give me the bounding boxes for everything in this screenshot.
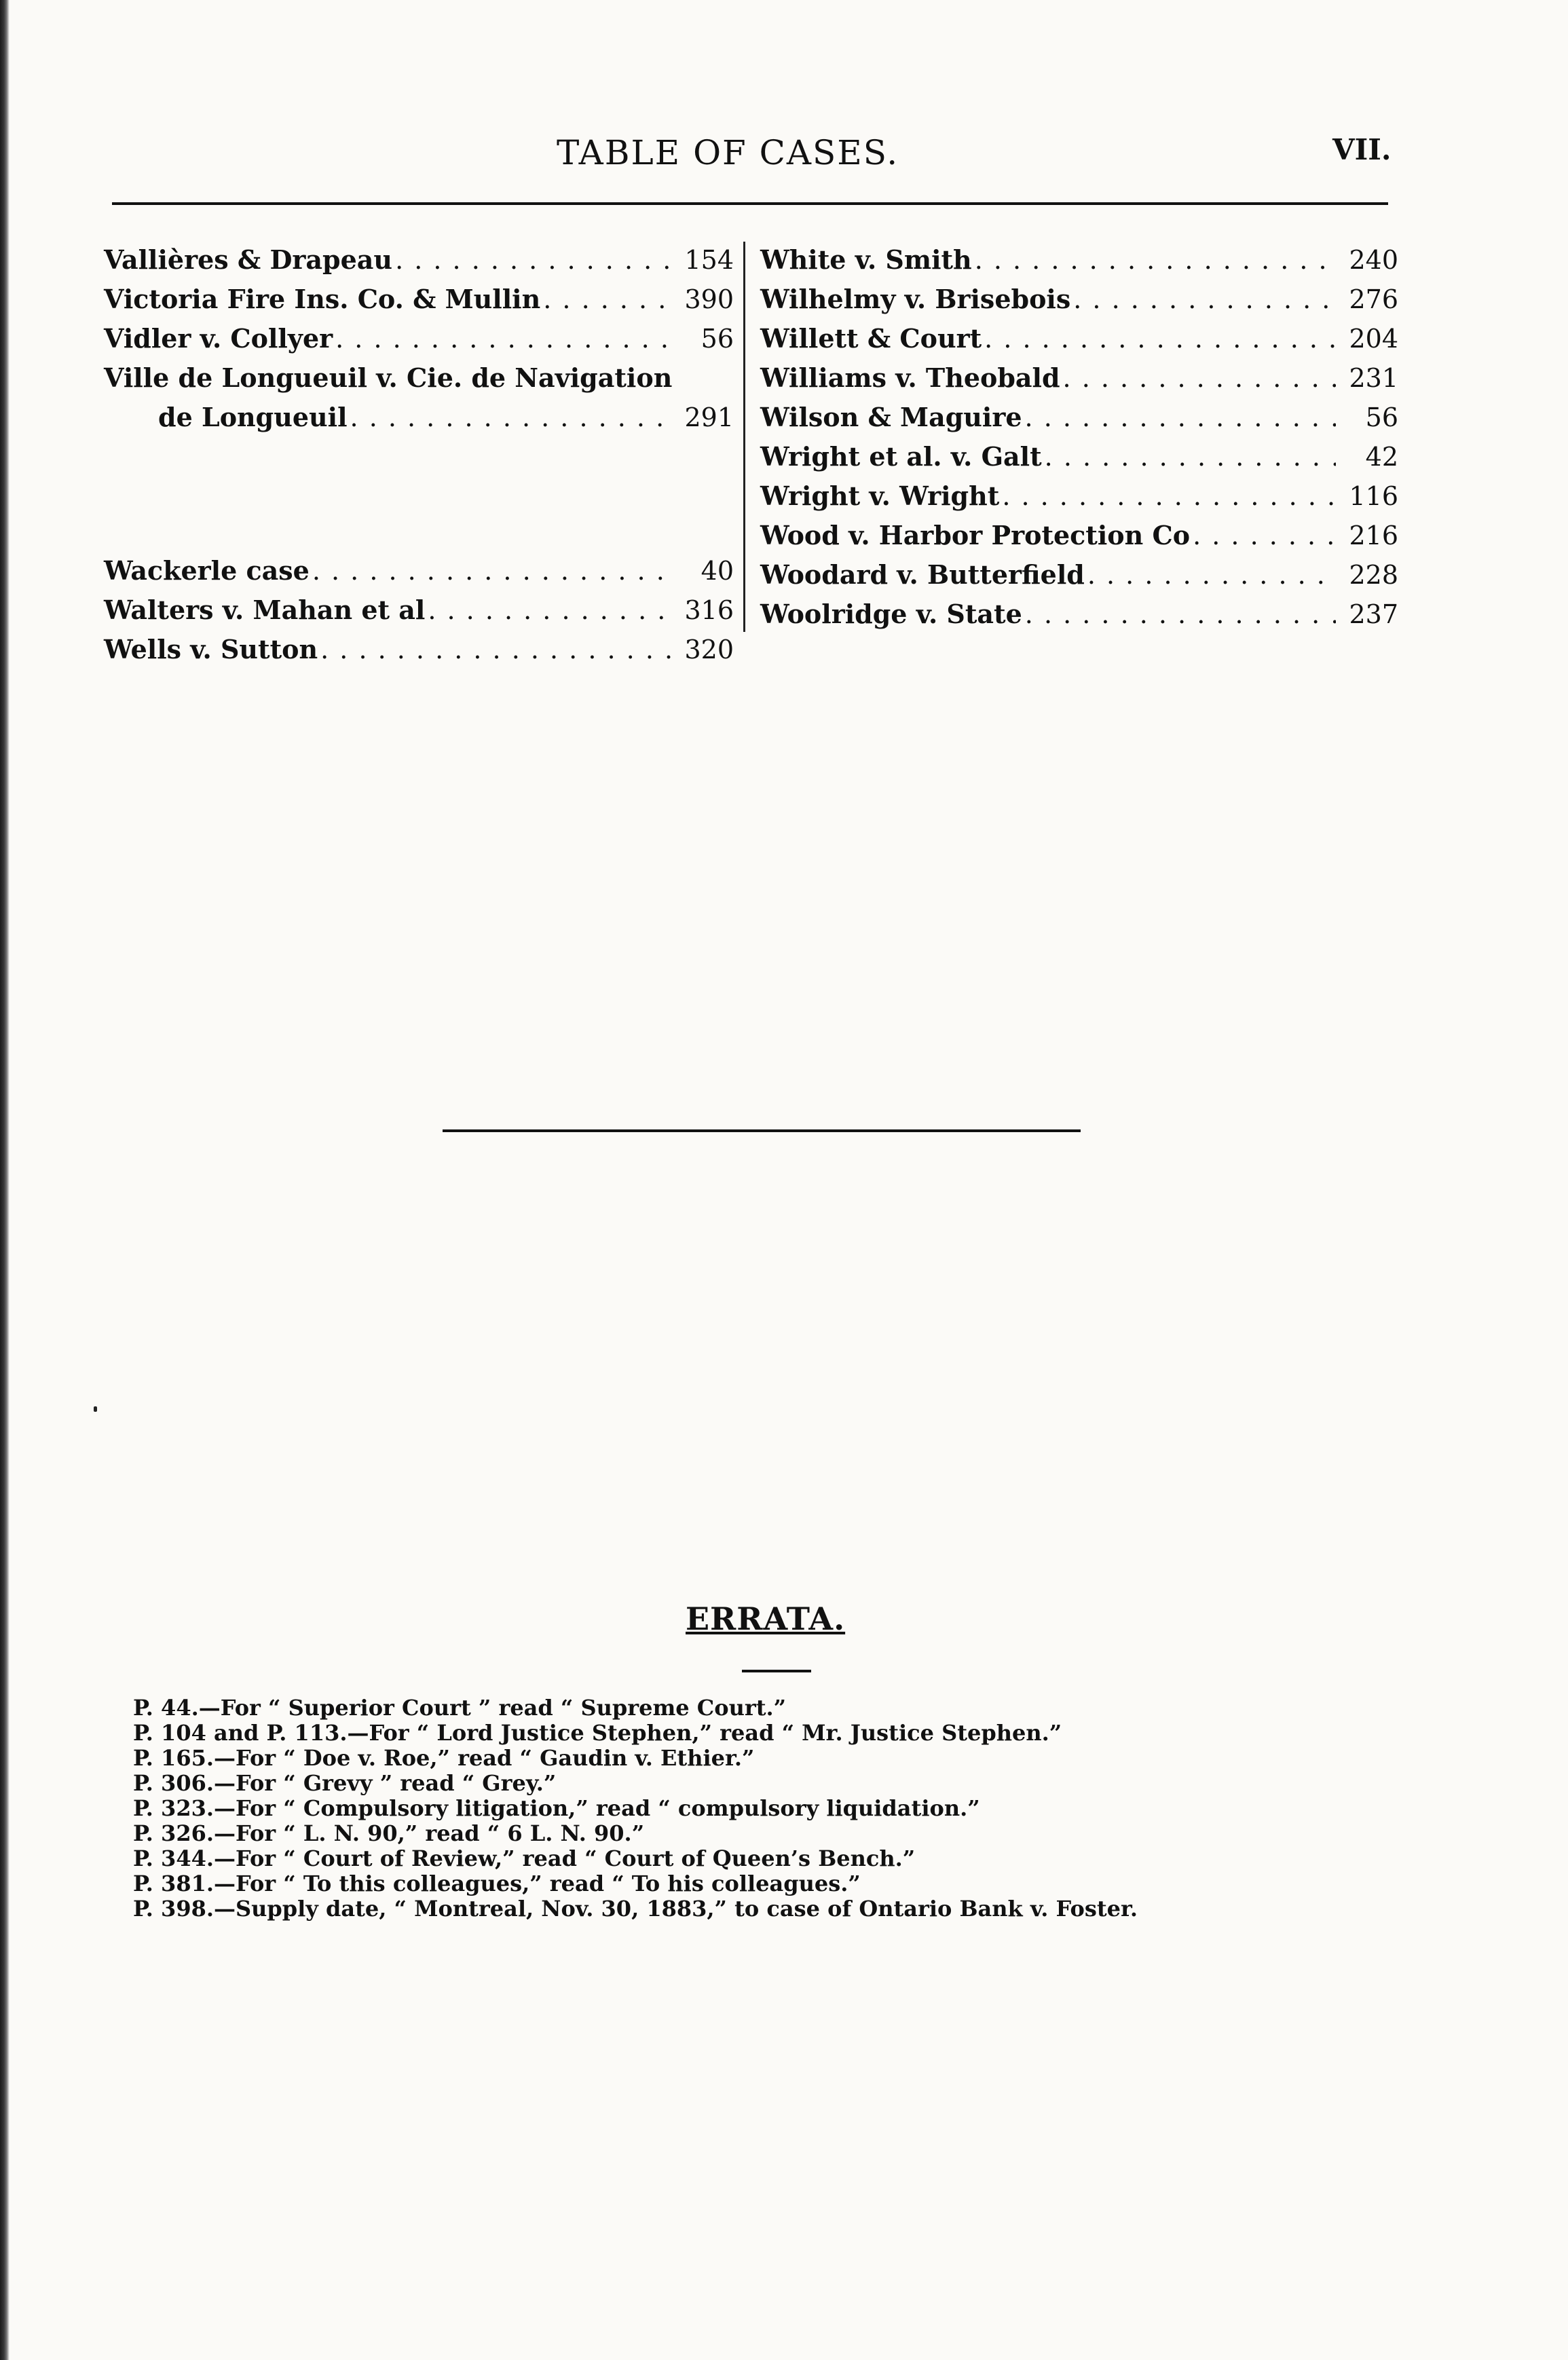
case-page: 56 [701,324,734,354]
case-name: Ville de Longueuil v. Cie. de Navigation [104,362,673,393]
case-page: 390 [684,284,734,314]
dot-leader [1025,402,1336,432]
errata-text: —For “ Grevy ” read “ Grey.” [213,1770,557,1796]
errata-ref: P. 344. [133,1846,214,1871]
errata-text: —For “ Court of Review,” read “ Court of Queen’s Bench.” [213,1846,916,1871]
case-name: White v. Smith [760,244,972,275]
errata-ref: P. 306. [133,1770,214,1796]
ink-speck [94,1406,97,1412]
case-entry [104,595,734,634]
case-page: 216 [1349,521,1398,550]
case-entry [760,599,1398,638]
case-page: 42 [1365,442,1398,472]
case-name: de Longueuil [158,402,348,432]
case-name: Woolridge v. State [760,599,1022,629]
case-page: 231 [1349,363,1398,393]
errata-text: —For “ Compulsory litigation,” read “ compulsory liquidation.” [213,1795,980,1821]
errata-ref: P. 104 and P. 113. [133,1720,348,1746]
case-name: Wackerle case [104,555,310,586]
dot-leader [395,245,671,275]
errata-item [133,1746,1423,1771]
errata-item [133,1896,1423,1922]
case-entry-continued [104,402,734,441]
dot-leader [350,402,671,432]
errata-ref: P. 165. [133,1745,214,1771]
case-entry [104,284,734,323]
errata-item [133,1771,1423,1796]
case-name: Vallières & Drapeau [104,244,393,275]
errata-item [133,1696,1423,1721]
errata-item [133,1821,1423,1846]
dot-leader [1045,442,1336,472]
case-entry [104,244,734,284]
dot-leader [335,324,671,354]
case-name: Williams v. Theobald [760,362,1060,393]
case-name: Wilson & Maguire [760,402,1022,432]
header-rule [112,202,1388,205]
page-binding-edge [0,0,10,2360]
case-name: Woodard v. Butterfield [760,559,1085,590]
cases-column-right [760,244,1398,638]
case-entry [104,323,734,362]
case-page: 316 [684,595,734,625]
case-name: Vidler v. Collyer [104,323,333,354]
errata-text: —Supply date, “ Montreal, Nov. 30, 1883,” to case of Ontario Bank v. Foster. [213,1896,1138,1922]
case-entry [760,520,1398,559]
section-gap [104,441,734,555]
errata-item [133,1846,1423,1871]
dot-leader [1073,284,1336,314]
case-name: Wells v. Sutton [104,634,318,664]
case-entry [104,362,734,402]
case-name: Walters v. Mahan et al [104,595,426,625]
case-page: 240 [1349,245,1398,275]
errata-text: —For “ To this colleagues,” read “ To his colleagues.” [213,1871,861,1896]
column-divider [743,242,745,632]
case-name: Wright v. Wright [760,481,1000,511]
case-entry [760,323,1398,362]
case-name: Wood v. Harbor Protection Co [760,520,1191,550]
errata-item [133,1871,1423,1896]
case-page: 320 [684,635,734,664]
case-entry [760,559,1398,599]
case-entry [760,244,1398,284]
errata-item [133,1721,1423,1746]
page-number: VII. [1332,133,1392,166]
case-entry [760,481,1398,520]
case-entry [104,634,734,673]
case-page: 276 [1349,284,1398,314]
dot-leader [1002,481,1336,511]
case-name: Wilhelmy v. Brisebois [760,284,1071,314]
dot-leader [1063,363,1336,393]
errata-ref: P. 326. [133,1820,214,1846]
dot-leader [1087,560,1336,590]
errata-text: —For “ Lord Justice Stephen,” read “ Mr. Justice Stephen.” [347,1720,1062,1746]
case-page: 116 [1349,481,1398,511]
errata-title: ERRATA. [686,1600,846,1637]
errata-ref: P. 398. [133,1896,214,1922]
cases-column-left [104,244,734,673]
case-entry [104,555,734,595]
case-page: 228 [1349,560,1398,590]
dot-leader [312,556,671,586]
case-page: 237 [1349,599,1398,629]
running-title: TABLE OF CASES. [557,133,899,172]
errata-ref: P. 44. [133,1695,199,1721]
dot-leader [428,595,671,625]
case-entry [760,402,1398,441]
dot-leader [320,635,671,664]
dot-leader [543,284,671,314]
case-entry [760,441,1398,481]
case-page: 56 [1365,402,1398,432]
section-rule [443,1129,1081,1132]
case-page: 40 [701,556,734,586]
errata-text: —For “ Superior Court ” read “ Supreme Court.” [198,1695,787,1721]
case-page: 154 [684,245,734,275]
errata-ref: P. 381. [133,1871,214,1896]
dot-leader [975,245,1336,275]
errata-list [133,1696,1423,1922]
dot-leader [1193,521,1336,550]
dot-leader [1025,599,1336,629]
case-page: 291 [684,402,734,432]
case-entry [760,362,1398,402]
case-name: Wright et al. v. Galt [760,441,1042,472]
case-name: Victoria Fire Ins. Co. & Mullin [104,284,541,314]
case-page: 204 [1349,324,1398,354]
errata-text: —For “ L. N. 90,” read “ 6 L. N. 90.” [213,1820,645,1846]
case-entry [760,284,1398,323]
errata-item [133,1796,1423,1821]
errata-rule [742,1670,811,1672]
dot-leader [984,324,1336,354]
errata-ref: P. 323. [133,1795,214,1821]
case-name: Willett & Court [760,323,982,354]
errata-text: —For “ Doe v. Roe,” read “ Gaudin v. Ethier.” [213,1745,755,1771]
